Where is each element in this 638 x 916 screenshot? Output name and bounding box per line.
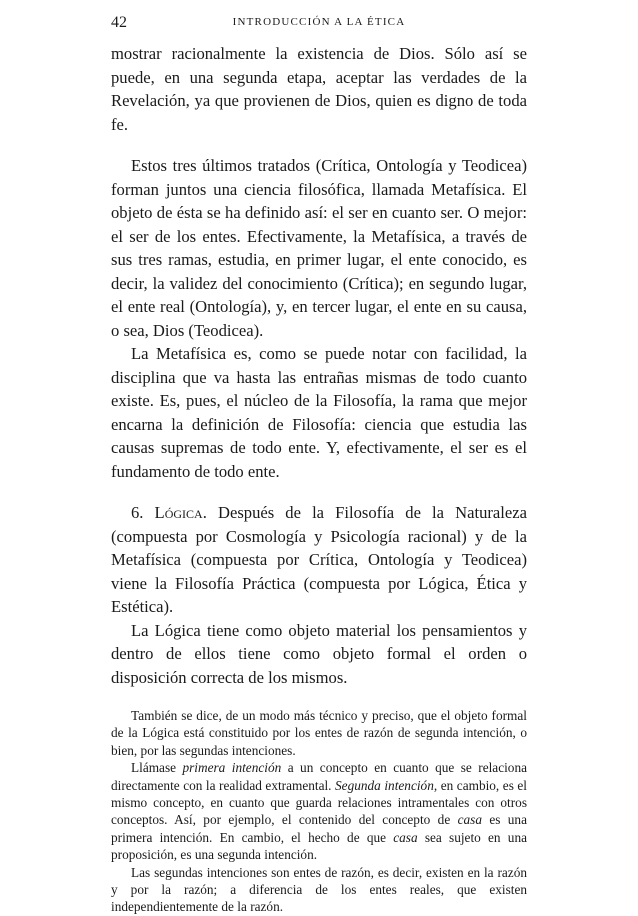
main-text bbox=[111, 42, 527, 689]
paragraph-logica bbox=[111, 501, 527, 619]
paragraph-objeto: La Lógica tiene como objeto material los pensamientos y dentro de ellos tiene como objeto formal el orden o disposición correcta de los mismos. bbox=[111, 620, 527, 687]
note-text: Llámase bbox=[131, 760, 183, 776]
paragraph-logica-text: Después de la Filosofía de la Naturaleza (compuesta por Cosmología y Psicología racional) y de la Metafísica (compuesta por Crítica, Ontología y Teodicea) viene la Filosofía Práctica (compuesta por Lógica, Ética y Estética). bbox=[111, 503, 527, 616]
term-primera-intencion: primera intención bbox=[182, 760, 282, 776]
page-number: 42 bbox=[111, 14, 127, 31]
note-objeto-formal: También se dice, de un modo más técnico y preciso, que el objeto formal de la Lógica está constituido por los entes de razón de segunda intención, o bien, por las segundas intenciones. bbox=[111, 708, 527, 758]
notes-block bbox=[111, 707, 527, 916]
term-segunda-intencion: Segunda intención, bbox=[335, 777, 438, 793]
note-text: a un concepto en cuanto que se relaciona directamente con la realidad extramental. bbox=[111, 760, 527, 793]
term-casa: casa bbox=[393, 829, 418, 845]
note-text: es una primera intención. En cambio, el hecho de que bbox=[111, 812, 527, 845]
book-page bbox=[111, 14, 527, 916]
paragraph-continuation: mostrar racionalmente la existencia de Dios. Sólo así se puede, en una segunda etapa, aceptar las verdades de la Revelación, ya que provienen de Dios, quien es digno de toda fe. bbox=[111, 44, 527, 134]
page-header bbox=[111, 14, 527, 34]
section-heading-logica: 6. Lógica. bbox=[131, 503, 207, 522]
note-intenciones bbox=[111, 759, 527, 863]
term-casa: casa bbox=[457, 812, 482, 828]
note-entes-razon: Las segundas intenciones son entes de razón, es decir, existen en la razón y por la razón; a diferencia de los entes reales, que existen independientemente de la razón. bbox=[111, 864, 527, 915]
paragraph-metafisica: Estos tres últimos tratados (Crítica, Ontología y Teodicea) forman juntos una ciencia filosófica, llamada Metafísica. El objeto de ésta se ha definido así: el ser en cuanto ser. O mejor: el ser de los entes. Efectivamente, la Metafísica, a través de sus tres ramas, estudia, en primer lugar, el ente conocido, es decir, la validez del conocimiento (Crítica); en segundo lugar, el ente real (Ontología), y, en tercer lugar, el ente en su causa, o sea, Dios (Teodicea). bbox=[111, 156, 527, 340]
note-text: en cambio, es el mismo concepto, en cuanto que guarda relaciones intramentales con otros conceptos. Así, por ejemplo, el contenido del concepto de bbox=[111, 777, 527, 828]
note-text: sea sujeto en una proposición, es una segunda intención. bbox=[111, 829, 527, 863]
paragraph-nucleo: La Metafísica es, como se puede notar con facilidad, la disciplina que va hasta las entrañas mismas de todo cuanto existe. Es, pues, el núcleo de la Filosofía, la rama que mejor encarna la definición de Filosofía: ciencia que estudia las causas supremas de todo ente. Y, efectivamente, el ser es el fundamento de todo ente. bbox=[111, 344, 527, 481]
running-title: INTRODUCCIÓN A LA ÉTICA bbox=[232, 16, 406, 28]
